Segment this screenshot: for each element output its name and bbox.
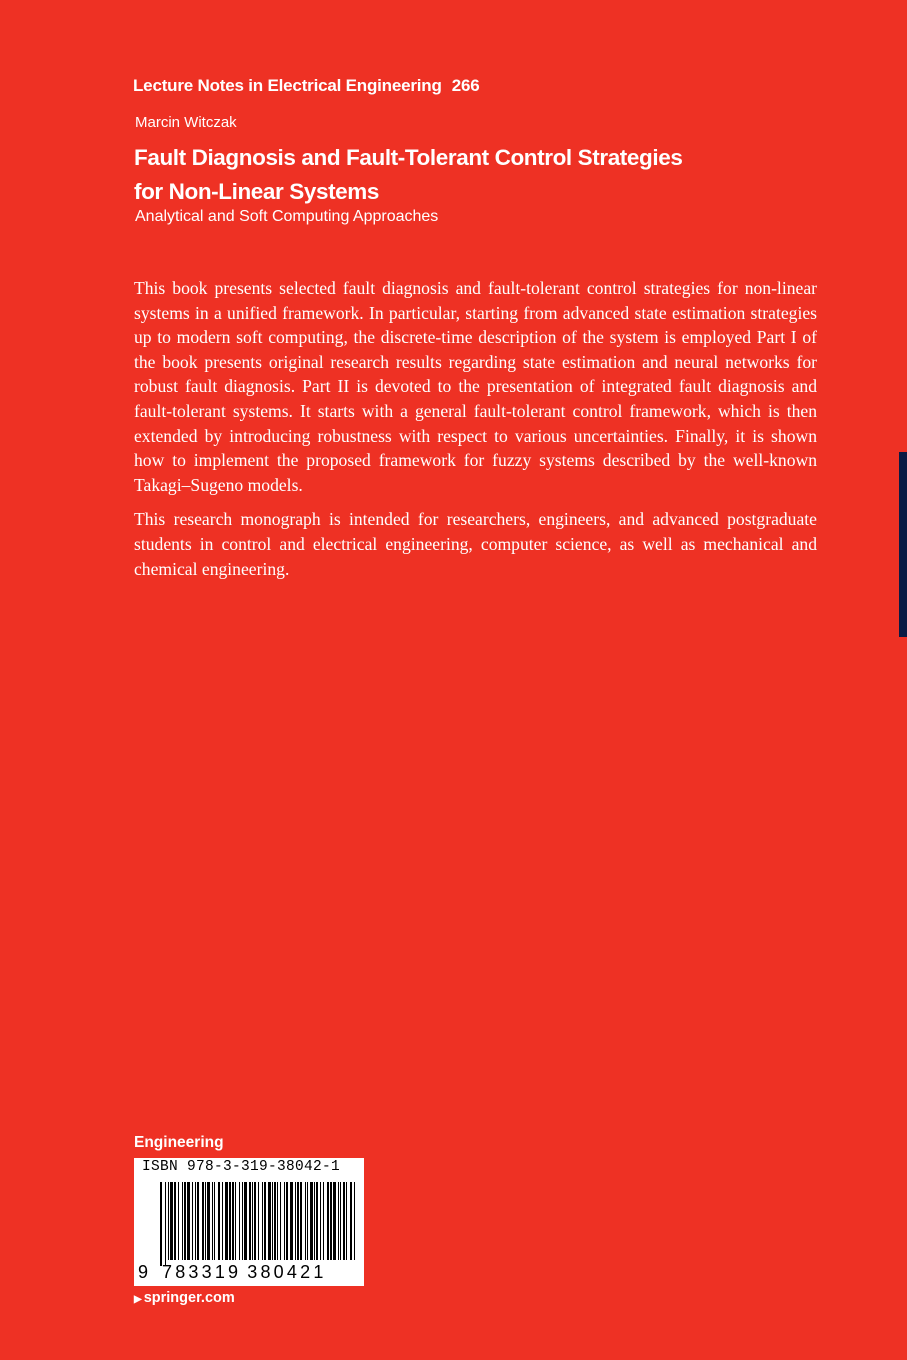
- isbn-number: ISBN 978-3-319-38042-1: [142, 1159, 341, 1175]
- barcode-bar: [182, 1182, 183, 1260]
- barcode-bar: [205, 1182, 206, 1260]
- barcode-bar: [222, 1182, 223, 1260]
- barcode-bar: [333, 1182, 336, 1260]
- barcode-bar: [350, 1182, 352, 1260]
- barcode-bar: [354, 1182, 355, 1260]
- barcode-bar: [268, 1182, 271, 1260]
- barcode-digits: [138, 1262, 327, 1283]
- spine-edge-accent: [899, 452, 907, 637]
- author-name: Marcin Witczak: [135, 114, 237, 131]
- barcode-bar: [262, 1182, 263, 1260]
- barcode-bar: [305, 1182, 306, 1260]
- barcode-bar: [346, 1182, 347, 1260]
- barcode-bar: [252, 1182, 253, 1260]
- barcode-bar: [229, 1182, 231, 1260]
- barcode-bar: [297, 1182, 299, 1260]
- barcode-bar: [225, 1182, 228, 1260]
- description-paragraph-2: This research monograph is intended for researchers, engineers, and advanced postgraduate students in control and electrical engineering, computer science, as well as mechanical and chemical engineering.: [134, 509, 817, 579]
- barcode-bar: [249, 1182, 251, 1260]
- series-volume: 266: [451, 76, 480, 95]
- barcode-bar: [300, 1182, 302, 1260]
- barcode-bar: [295, 1182, 296, 1260]
- barcode-bar: [320, 1182, 321, 1260]
- barcode-bar: [197, 1182, 199, 1260]
- barcode-bar: [195, 1182, 196, 1260]
- barcode-bar: [178, 1182, 179, 1260]
- barcode-bar: [168, 1182, 169, 1260]
- barcode-bar: [235, 1182, 236, 1260]
- barcode-bar: [284, 1182, 285, 1260]
- barcode-bar: [239, 1182, 240, 1260]
- description-paragraph-1: This book presents selected fault diagnosis and fault-tolerant control strategies for non-linear systems in a unified framework. In particular, starting from advanced state estimation strategies up to modern soft computing, the discrete-time description of the system is employed Part I of the book presents original research results regarding state estimation and neural networks for robust fault diagnosis. Part II is devoted to the presentation of integrated fault diagnosis and fault-tolerant systems. It starts with a general fault-tolerant control framework, which is then extended by introducing robustness with respect to various uncertainties. Finally, it is shown how to implement the proposed framework for fuzzy systems described by the well-known Takagi–Sugeno models.: [134, 278, 817, 495]
- barcode-bar: [174, 1182, 176, 1260]
- barcode-bar: [192, 1182, 193, 1260]
- barcode-bar: [310, 1182, 313, 1260]
- barcode-bar: [214, 1182, 215, 1260]
- barcode-bar: [314, 1182, 315, 1260]
- barcode-digit-group-1: 783319: [162, 1262, 242, 1282]
- barcode-bar: [274, 1182, 276, 1260]
- book-title-line-2: for Non-Linear Systems: [134, 179, 380, 204]
- barcode-bar: [286, 1182, 288, 1260]
- barcode-bar: [244, 1182, 247, 1260]
- barcode-bar: [187, 1182, 190, 1260]
- barcode-lead-digit: 9: [138, 1262, 149, 1282]
- barcode-digit-group-2: 380421: [247, 1262, 327, 1282]
- barcode-bar: [254, 1182, 256, 1260]
- barcode-bar: [290, 1182, 293, 1260]
- subject-category: Engineering: [134, 1134, 224, 1151]
- barcode-bar: [242, 1182, 243, 1260]
- barcode-bar: [280, 1182, 281, 1260]
- barcode-bar: [338, 1182, 339, 1260]
- barcode-bar: [232, 1182, 234, 1260]
- series-title: [133, 76, 479, 96]
- barcode-bar: [202, 1182, 204, 1260]
- barcode-bar: [343, 1182, 345, 1260]
- barcode-bar: [307, 1182, 308, 1260]
- barcode-bar: [218, 1182, 220, 1260]
- isbn-barcode: [134, 1158, 364, 1286]
- book-title: [134, 141, 834, 209]
- barcode-bar: [258, 1182, 259, 1260]
- barcode-bar: [323, 1182, 324, 1260]
- barcode-bar: [160, 1182, 162, 1266]
- barcode-bar: [330, 1182, 332, 1260]
- book-subtitle: Analytical and Soft Computing Approaches: [135, 208, 439, 225]
- barcode-bar: [264, 1182, 266, 1260]
- series-name: Lecture Notes in Electrical Engineering: [133, 76, 442, 95]
- barcode-bar: [207, 1182, 210, 1260]
- barcode-bar: [316, 1182, 318, 1260]
- barcode-bar: [340, 1182, 341, 1260]
- barcode-bar: [327, 1182, 329, 1260]
- publisher-website-text: springer.com: [143, 1290, 235, 1306]
- barcode-bar: [277, 1182, 278, 1260]
- barcode-bar: [212, 1182, 213, 1260]
- book-title-line-1: Fault Diagnosis and Fault-Tolerant Control Strategies: [134, 145, 683, 170]
- barcode-bar: [272, 1182, 273, 1260]
- arrow-right-icon: ▶: [134, 1294, 142, 1305]
- publisher-website[interactable]: [134, 1290, 235, 1306]
- barcode-bar: [170, 1182, 173, 1260]
- book-description: [134, 276, 817, 591]
- barcode-bar: [165, 1182, 166, 1266]
- barcode-bar: [184, 1182, 186, 1260]
